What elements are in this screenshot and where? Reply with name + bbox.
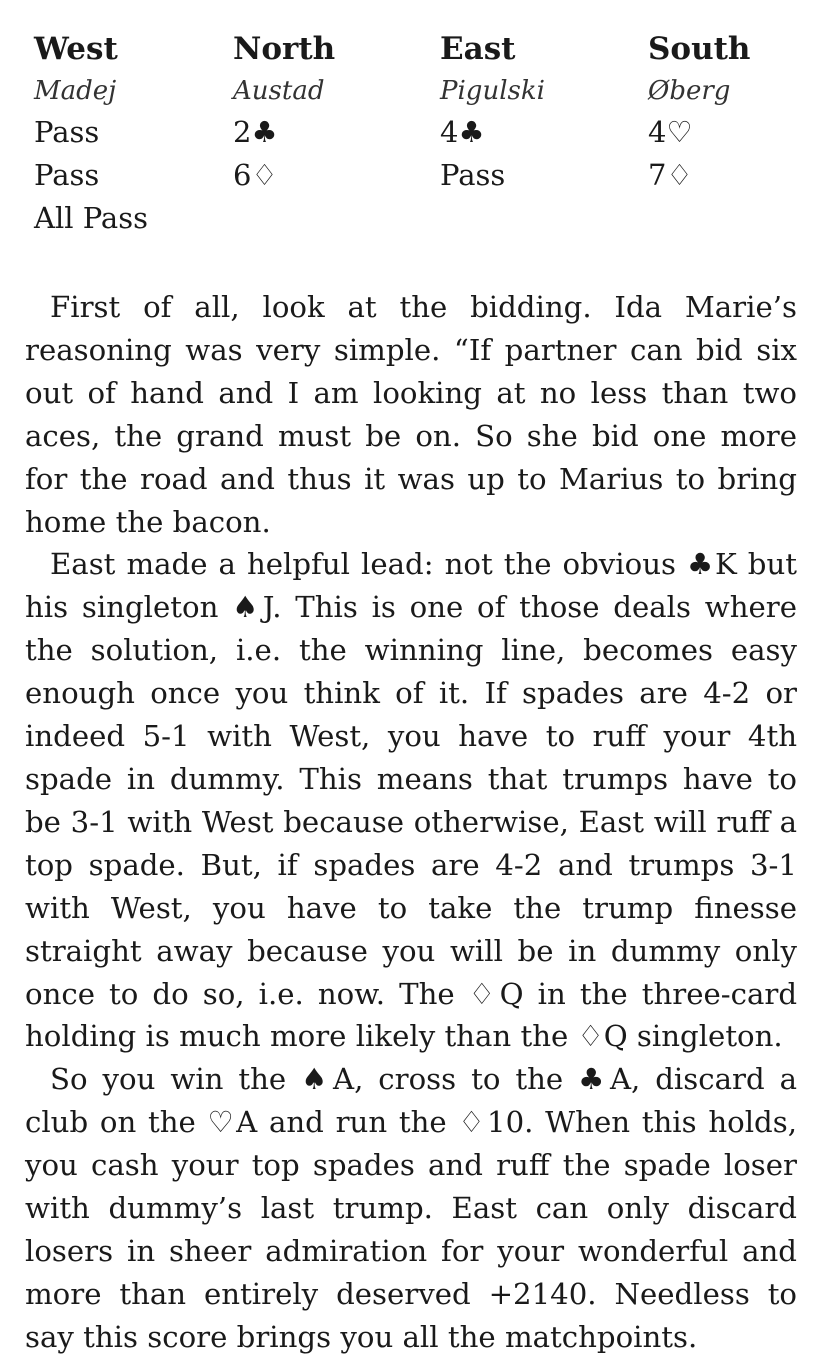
bid-cell: 2♣ <box>233 115 278 149</box>
article-paragraph: So you win the ♠A, cross to the ♣A, discard a club on the ♡A and run the ♢10. When this holds, you cash your top spades and ruff the spade loser with dummy’s last trump. East can only discard losers in sheer admiration for your wonderful and more than entirely deserved +2140. Needless to say this score brings you all the matchpoints. <box>25 1062 797 1354</box>
auction-round-row <box>34 197 794 240</box>
player-west: Madej <box>34 76 117 106</box>
auction-players-row <box>34 71 794 111</box>
player-east: Pigulski <box>440 76 545 106</box>
article-paragraph: East made a helpful lead: not the obvious ♣K but his singleton ♠J. This is one of those deals where the solution, i.e. the winning line, becomes easy enough once you think of it. If spades are 4-2 or indeed 5-1 with West, you have to ruff your 4th spade in dummy. This means that trumps have to be 3-1 with West because otherwise, East will ruff a top spade. But, if spades are 4-2 and trumps 3-1 with West, you have to take the trump finesse straight away because you will be in dummy only once to do so, i.e. now. The ♢Q in the three-card holding is much more likely than the ♢Q singleton. <box>25 547 797 1054</box>
bid-cell: 7♢ <box>648 158 693 192</box>
bidding-auction-table <box>34 28 794 240</box>
player-north: Austad <box>233 76 325 106</box>
header-south: South <box>648 31 751 67</box>
bid-cell: 4♣ <box>440 115 485 149</box>
auction-round-row <box>34 154 794 197</box>
auction-header-row <box>34 28 794 71</box>
header-north: North <box>233 31 336 67</box>
bid-cell: 6♢ <box>233 158 278 192</box>
bid-cell: Pass <box>34 115 100 149</box>
header-west: West <box>34 31 118 67</box>
bid-cell: 4♡ <box>648 115 693 149</box>
bid-cell: Pass <box>440 158 506 192</box>
bid-cell: All Pass <box>34 201 148 235</box>
bid-cell: Pass <box>34 158 100 192</box>
header-east: East <box>440 31 516 67</box>
article-body <box>25 286 797 1359</box>
article-paragraph: First of all, look at the bidding. Ida Marie’s reasoning was very simple. “If partner can bid six out of hand and I am looking at no less than two aces, the grand must be on. So she bid one more for the road and thus it was up to Marius to bring home the bacon. <box>25 290 797 539</box>
auction-round-row <box>34 111 794 154</box>
player-south: Øberg <box>648 76 731 106</box>
